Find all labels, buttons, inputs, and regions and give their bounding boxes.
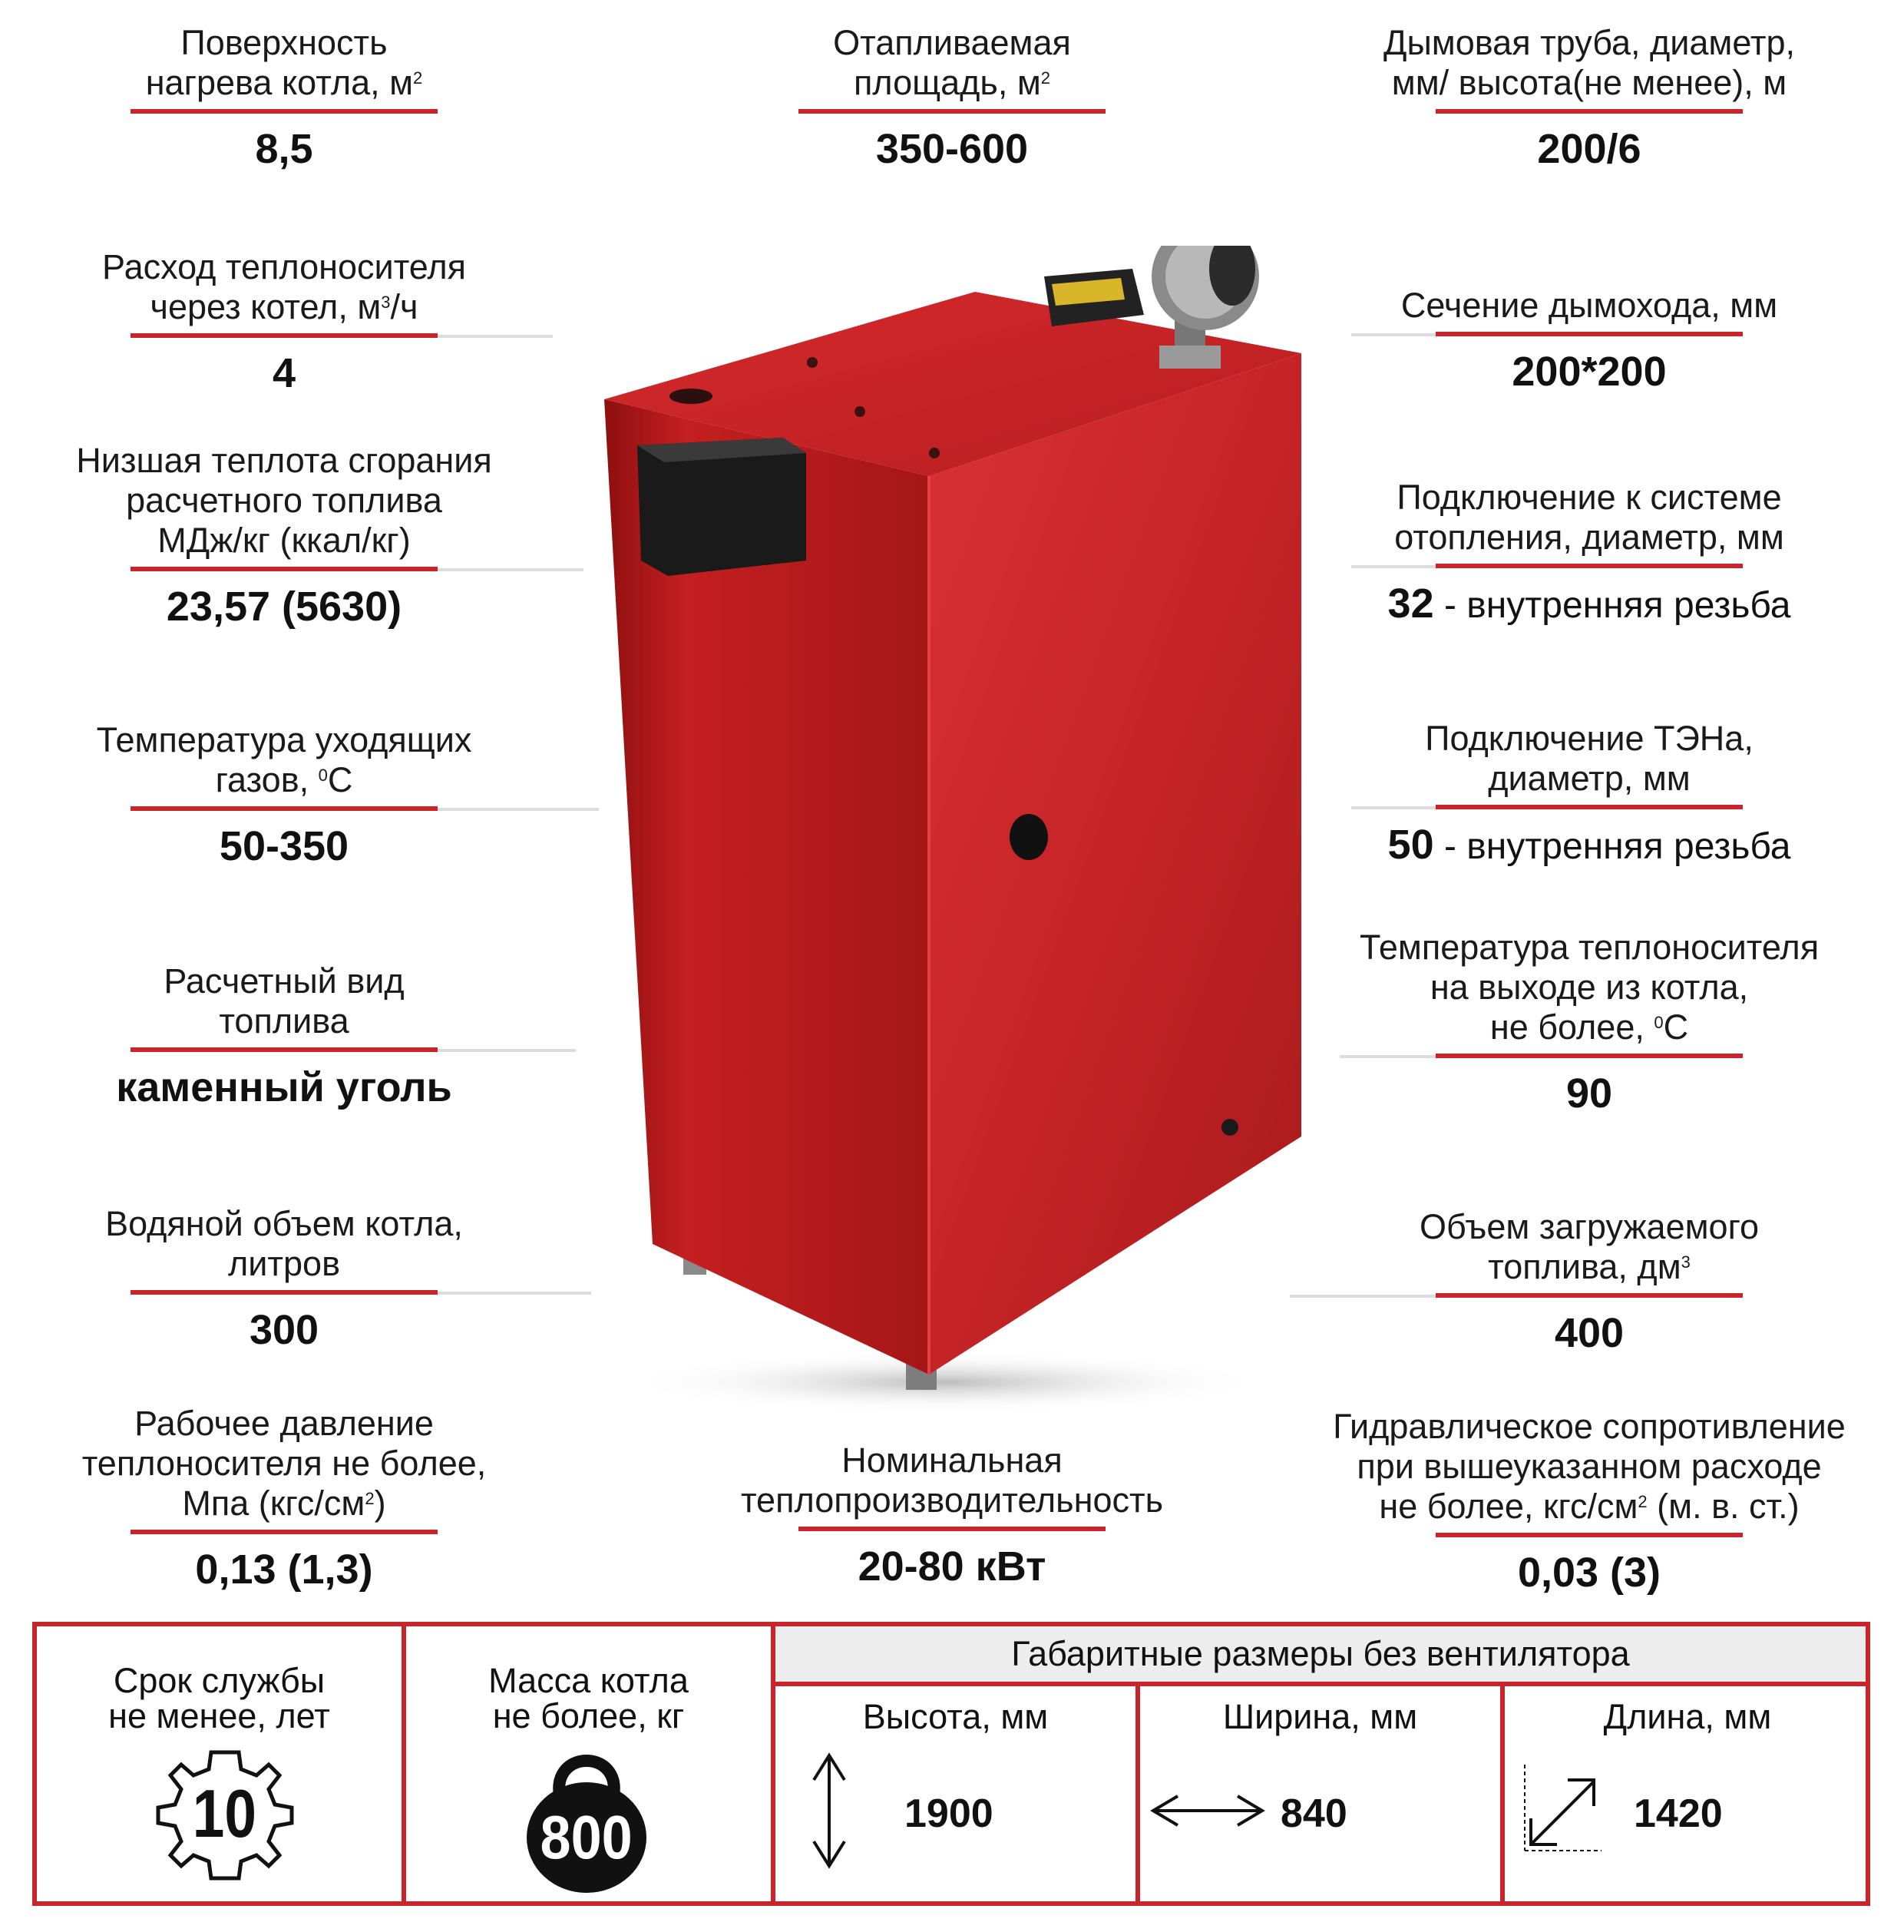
spec-flow-sup: 3 — [381, 293, 391, 312]
spec-hydraulic-label: Гидравлическое сопротивление при вышеуказанном расходе не более, кгс/см — [1333, 1407, 1846, 1526]
spec-pressure — [54, 1404, 514, 1594]
spec-surface-label: Поверхность нагрева котла, м — [145, 23, 414, 102]
top-hole — [669, 389, 712, 404]
spec-table — [32, 1622, 1870, 1906]
spec-flue-temp — [54, 720, 514, 871]
length-label: Длина, мм — [1603, 1697, 1772, 1736]
spec-chimney — [1305, 23, 1873, 174]
spec-area-label: Отапливаемая площадь, м — [833, 23, 1071, 102]
spec-power-value: 20-80 кВт — [858, 1543, 1046, 1590]
length-arrow-icon — [1520, 1765, 1605, 1857]
mass-label: Масса котла не более, кг — [488, 1661, 689, 1735]
height-arrow-icon — [806, 1749, 852, 1872]
width-label: Ширина, мм — [1222, 1697, 1418, 1736]
top-hole — [854, 406, 865, 417]
spec-fuel-volume-value: 400 — [1554, 1310, 1625, 1356]
spec-outlet-temp-sup: 0 — [1654, 1013, 1664, 1032]
spec-heater-connection-value: 50 — [1387, 822, 1434, 868]
mass-value: 800 — [540, 1803, 633, 1872]
spec-fuel-volume — [1305, 1207, 1873, 1358]
dimensions-title: Габаритные размеры без вентилятора — [775, 1626, 1866, 1682]
spec-calorific — [54, 441, 514, 631]
spec-hydraulic-value: 0,03 (3) — [1517, 1550, 1661, 1596]
spec-outlet-temp-label: Температура теплоносителя на выходе из котла, не более, — [1359, 928, 1820, 1047]
spec-flow-label: Расход теплоносителя через котел, м — [102, 247, 466, 326]
spec-outlet-temp-label-tail: С — [1663, 1007, 1689, 1047]
spec-flow-value: 4 — [272, 350, 296, 396]
width-value: 840 — [1281, 1791, 1347, 1836]
spec-surface-sup: 2 — [413, 68, 423, 88]
spec-water-volume-value: 300 — [249, 1307, 319, 1353]
boiler-front-panel — [929, 353, 1301, 1375]
spec-outlet-temp — [1305, 928, 1873, 1118]
spec-flue-temp-label: Температура уходящих газов, — [96, 720, 472, 799]
spec-fuel-volume-sup: 3 — [1681, 1252, 1691, 1272]
spec-chimney-value: 200/6 — [1537, 126, 1641, 172]
top-hole — [807, 357, 818, 368]
spec-outlet-temp-value: 90 — [1565, 1070, 1613, 1117]
spec-pressure-sup: 2 — [365, 1489, 375, 1508]
spec-calorific-value: 23,57 (5630) — [166, 584, 402, 630]
spec-heater-connection-suffix: - внутренняя резьба — [1433, 826, 1791, 867]
spec-hydraulic-sup: 2 — [1638, 1492, 1648, 1511]
spec-fuel-type-label: Расчетный вид топлива — [164, 961, 405, 1040]
boiler-illustration — [591, 246, 1328, 1413]
spec-hydraulic — [1274, 1407, 1904, 1597]
spec-area — [722, 23, 1182, 174]
spec-hydraulic-label-tail: (м. в. ст.) — [1647, 1487, 1800, 1526]
height-value: 1900 — [904, 1791, 993, 1836]
top-hole — [929, 448, 940, 458]
spec-flue-temp-label-tail: С — [327, 760, 353, 799]
spec-surface — [92, 23, 476, 174]
gear-icon — [152, 1746, 298, 1892]
spec-heating-connection — [1305, 478, 1873, 630]
life-value: 10 — [192, 1776, 256, 1852]
spec-water-volume-label: Водяной объем котла, литров — [105, 1204, 463, 1283]
spec-power-label: Номинальная теплопроизводительность — [740, 1441, 1164, 1520]
spec-fuel-volume-label: Объем загружаемого топлива, дм — [1419, 1207, 1760, 1286]
spec-flue-temp-sup: 0 — [318, 766, 328, 785]
mass-cell — [406, 1626, 771, 1901]
spec-calorific-label: Низшая теплота сгорания расчетного топлива МДж/кг (ккал/кг) — [76, 441, 492, 560]
spec-heater-connection-label: Подключение ТЭНа, диаметр, мм — [1425, 719, 1754, 798]
spec-pressure-label: Рабочее давление теплоносителя не более, Мпа (кгс/см — [81, 1404, 487, 1523]
spec-flue-temp-value: 50-350 — [219, 823, 349, 869]
spec-flue — [1305, 286, 1873, 396]
spec-pressure-value: 0,13 (1,3) — [195, 1547, 373, 1593]
drain-hole — [1221, 1119, 1238, 1136]
length-value: 1420 — [1634, 1791, 1723, 1836]
spec-area-sup: 2 — [1040, 68, 1051, 88]
spec-water-volume — [54, 1204, 514, 1355]
spec-flue-label: Сечение дымохода, мм — [1400, 286, 1778, 325]
life-label: Срок службы не менее, лет — [108, 1661, 330, 1735]
spec-flue-value: 200*200 — [1512, 349, 1667, 395]
spec-area-value: 350-600 — [875, 126, 1029, 172]
spec-heating-connection-suffix: - внутренняя резьба — [1433, 585, 1791, 626]
spec-pressure-label-tail: ) — [374, 1484, 386, 1523]
front-inspection-hole — [1010, 814, 1048, 860]
spec-flow — [54, 247, 514, 398]
kettlebell-icon — [521, 1742, 652, 1895]
spec-chimney-label: Дымовая труба, диаметр, мм/ высота(не менее), м — [1383, 23, 1796, 102]
life-cell — [37, 1626, 402, 1901]
spec-heater-connection — [1305, 719, 1873, 872]
spec-heating-connection-value: 32 — [1387, 581, 1434, 627]
spec-flow-label-tail: /ч — [390, 287, 418, 326]
spec-fuel-type — [54, 961, 514, 1112]
height-label: Высота, мм — [862, 1697, 1049, 1736]
width-arrow-icon — [1150, 1791, 1265, 1830]
spec-fuel-type-value: каменный уголь — [116, 1064, 452, 1110]
spec-heating-connection-label: Подключение к системе отопления, диаметр, мм — [1394, 478, 1784, 557]
spec-power — [683, 1441, 1221, 1591]
spec-surface-value: 8,5 — [255, 126, 313, 172]
